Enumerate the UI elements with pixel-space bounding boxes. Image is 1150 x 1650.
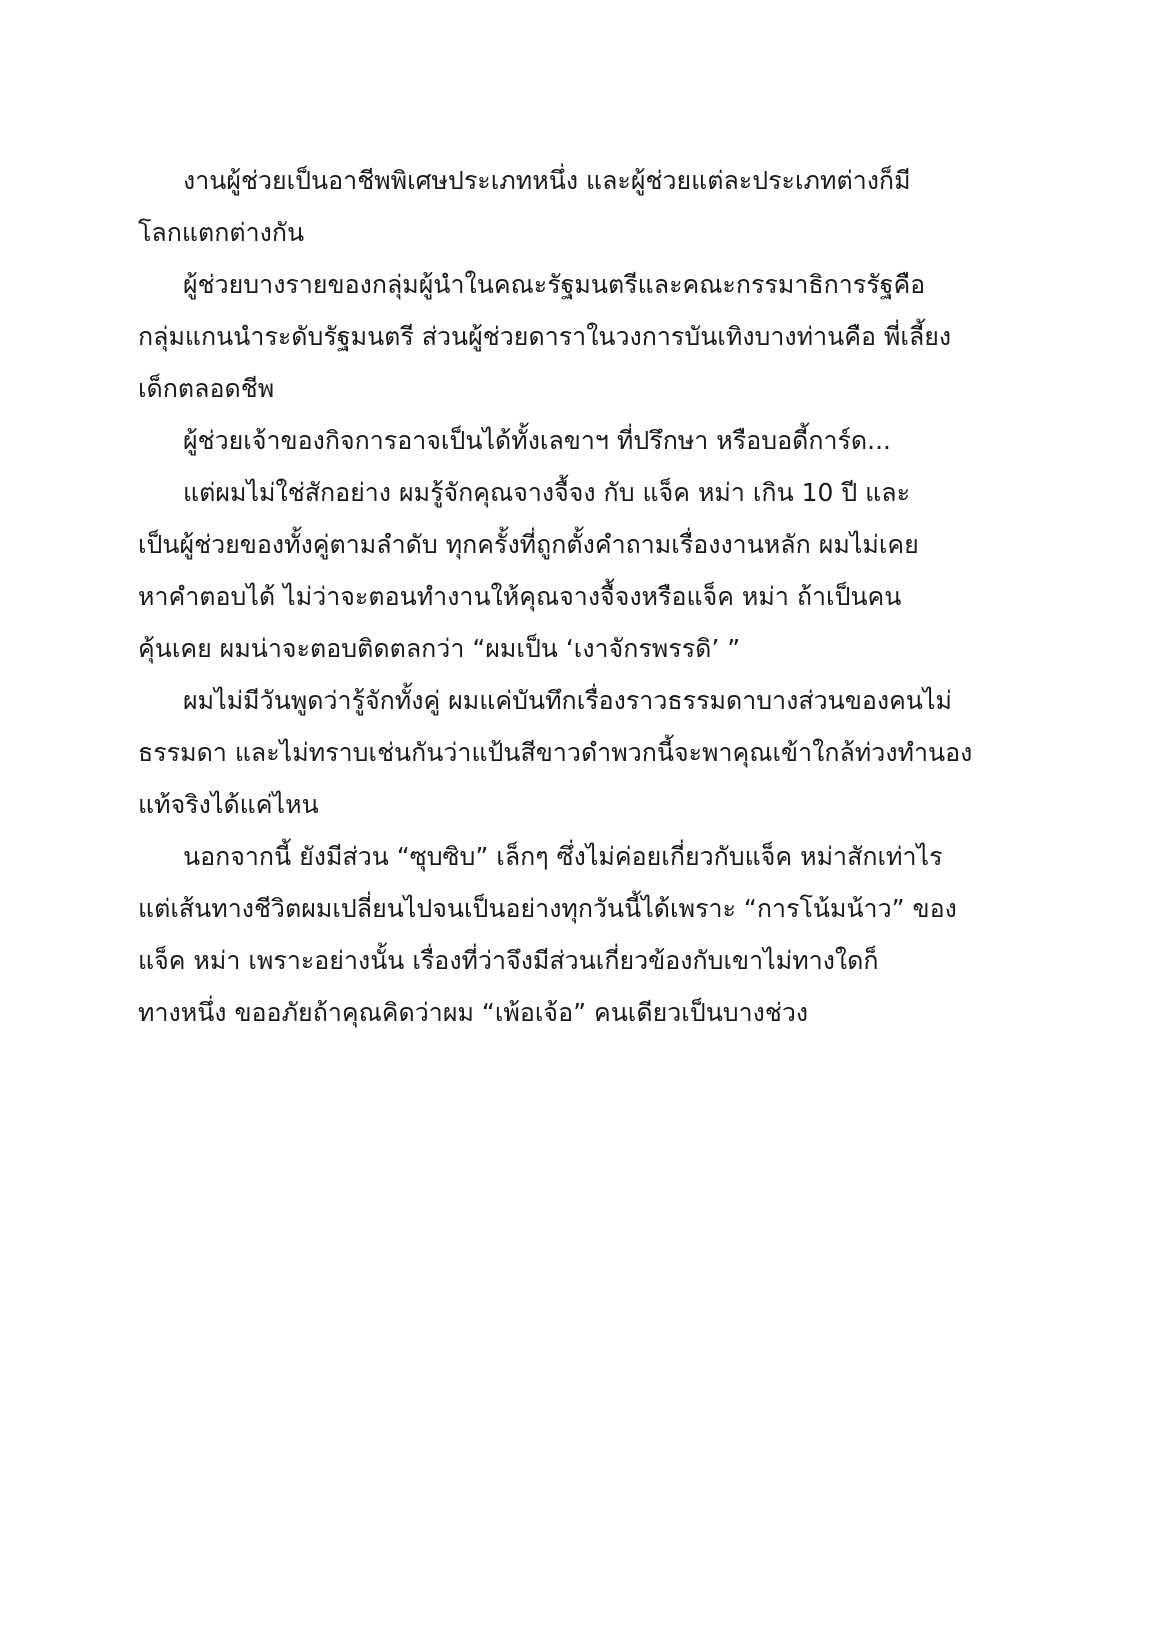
paragraph-2-line-1: ผู้ช่วยบางรายของกลุ่มผู้นำในคณะรัฐมนตรีและคณะกรรมาธิการรัฐคือ xyxy=(183,270,926,299)
paragraph-5-line-2: ธรรมดา และไม่ทราบเช่นกันว่าแป้นสีขาวดำพวกนี้จะพาคุณเข้าใกล้ท่วงทำนอง xyxy=(138,738,973,767)
paragraph-6-line-4: ทางหนึ่ง ขออภัยถ้าคุณคิดว่าผม “เพ้อเจ้อ” คนเดียวเป็นบางช่วง xyxy=(138,998,809,1027)
body-text xyxy=(138,155,983,1039)
paragraph-4-line-2: เป็นผู้ช่วยของทั้งคู่ตามลำดับ ทุกครั้งที่ถูกตั้งคำถามเรื่องงานหลัก ผมไม่เคย xyxy=(138,530,919,559)
paragraph-4-line-3: หาคำตอบได้ ไม่ว่าจะตอนทำงานให้คุณจางจื้จงหรือแจ็ค หม่า ถ้าเป็นคน xyxy=(138,582,902,611)
paragraph-2-line-2: กลุ่มแกนนำระดับรัฐมนตรี ส่วนผู้ช่วยดาราในวงการบันเทิงบางท่านคือ พี่เลี้ยง xyxy=(138,322,952,351)
paragraph-5-line-1: ผมไม่มีวันพูดว่ารู้จักทั้งคู่ ผมแค่บันทึกเรื่องราวธรรมดาบางส่วนของคนไม่ xyxy=(183,686,952,715)
paragraph-5-line-3: แท้จริงได้แค่ไหน xyxy=(138,790,319,819)
paragraph-4-line-1: แต่ผมไม่ใช่สักอย่าง ผมรู้จักคุณจางจื้จง กับ แจ็ค หม่า เกิน 10 ปี และ xyxy=(183,478,911,507)
paragraph-2-line-3: เด็กตลอดชีพ xyxy=(138,374,275,403)
paragraph-1-line-1: งานผู้ช่วยเป็นอาชีพพิเศษประเภทหนึ่ง และผู้ช่วยแต่ละประเภทต่างก็มี xyxy=(183,166,911,195)
paragraph-4-line-4: คุ้นเคย ผมน่าจะตอบติดตลกว่า “ผมเป็น ‘เงาจักรพรรดิ’ ” xyxy=(138,634,741,663)
paragraph-3-line-1: ผู้ช่วยเจ้าของกิจการอาจเป็นได้ทั้งเลขาฯ ที่ปรึกษา หรือบอดี้การ์ด... xyxy=(183,426,892,455)
paragraph-1-line-2: โลกแตกต่างกัน xyxy=(138,218,305,247)
paragraph-6-line-2: แต่เส้นทางชีวิตผมเปลี่ยนไปจนเป็นอย่างทุกวันนี้ได้เพราะ “การโน้มน้าว” ของ xyxy=(138,894,957,923)
paragraph-6-line-3: แจ็ค หม่า เพราะอย่างนั้น เรื่องที่ว่าจึงมีส่วนเกี่ยวข้องกับเขาไม่ทางใดก็ xyxy=(138,946,879,975)
paragraph-6-line-1: นอกจากนี้ ยังมีส่วน “ซุบซิบ” เล็กๆ ซึ่งไม่ค่อยเกี่ยวกับแจ็ค หม่าสักเท่าไร xyxy=(183,842,943,871)
